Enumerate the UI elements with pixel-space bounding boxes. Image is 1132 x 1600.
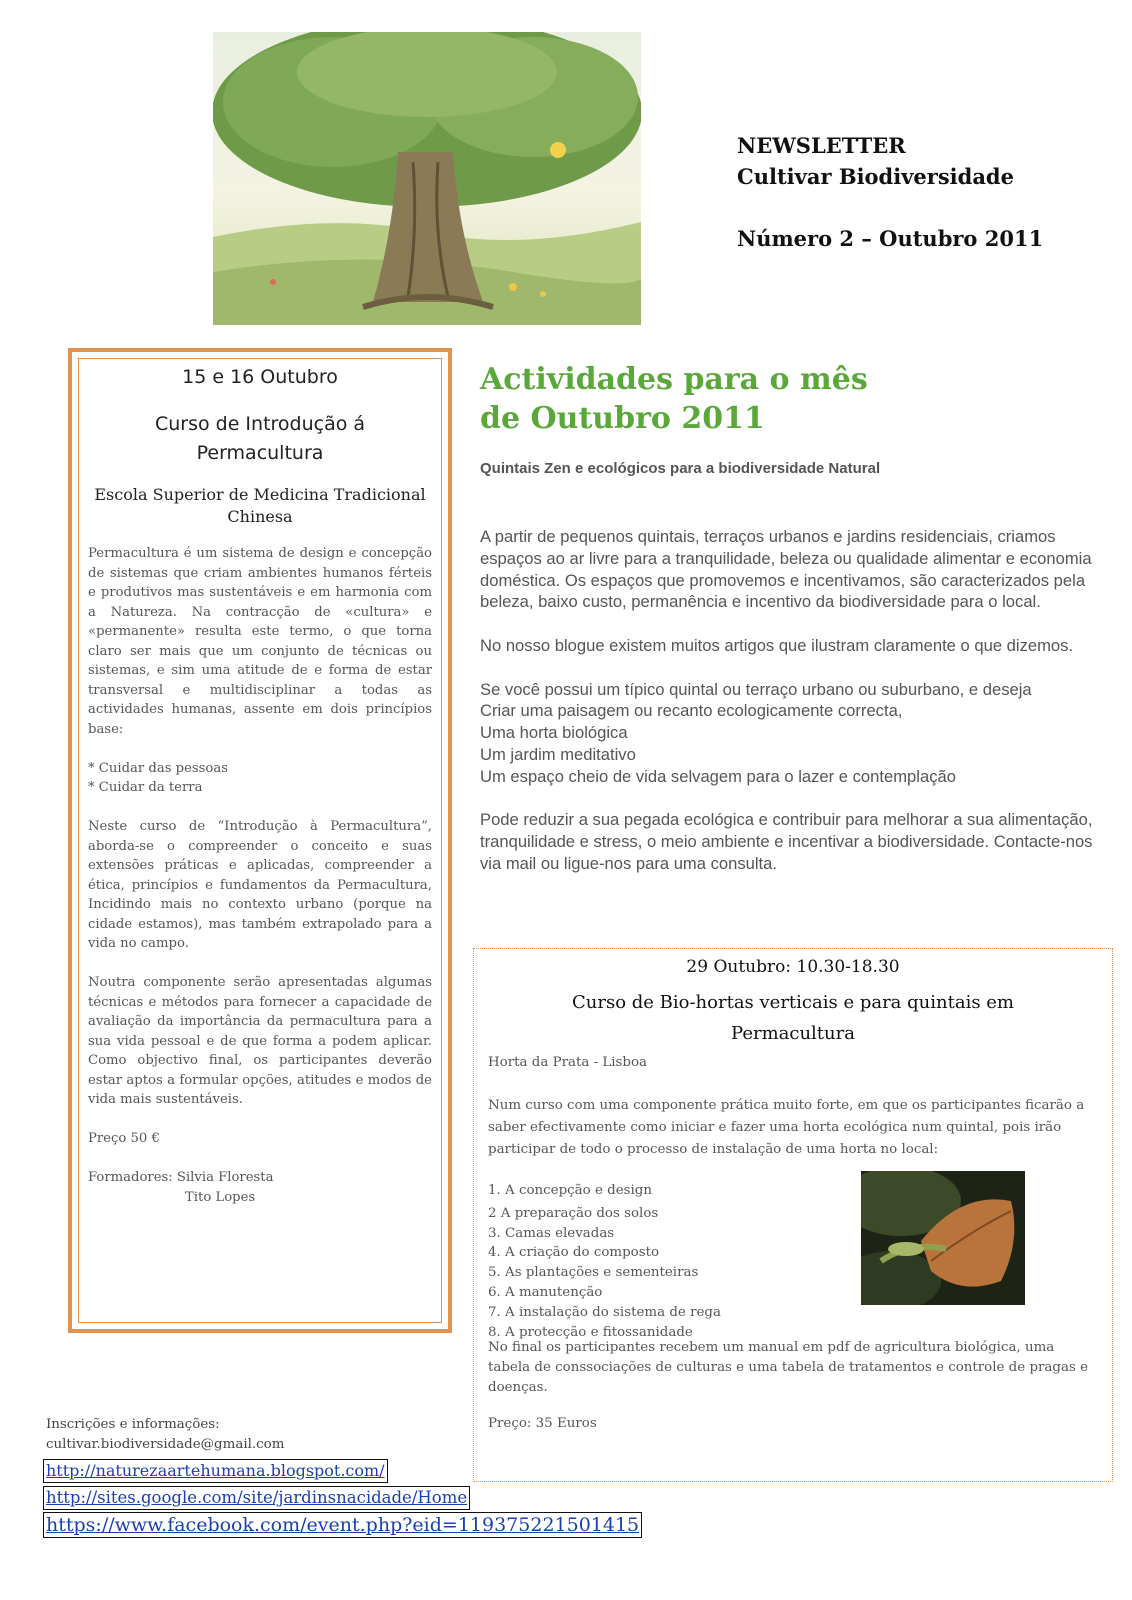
activities-title <box>480 360 868 438</box>
permaculture-course-box <box>68 348 452 1333</box>
intro-line: Um espaço cheio de vida selvagem para o lazer e contemplação <box>480 766 956 786</box>
course-text: Neste curso de “Introdução à Permacultura”, aborda-se o compreender o conceito e suas extensões práticas e aplicadas, compreender a ética, princípios e fundamentos da Permacultura, Incidindo mais no contexto urbano (porque na cidade estamos), mas também extrapolado para a vida no campo. <box>88 819 432 951</box>
biohortas-price: Preço: 35 Euros <box>488 1416 597 1431</box>
trainers-label: Formadores: Silvia Floresta <box>88 1170 274 1185</box>
trainer-name: Tito Lopes <box>185 1189 256 1205</box>
course-date: 15 e 16 Outubro <box>182 366 338 388</box>
intro-paragraph: A partir de pequenos quintais, terraços urbanos e jardins residenciais, criamos espaços ao ar livre para a tranquilidade, beleza ou qualidade alimentar e economia doméstica. Os espaços que promovemos e incentivamos, são caracterizados pela beleza, baixo custo, permanência e incentivo da biodiversidade para o local. <box>480 527 1092 612</box>
step-item: 5. As plantações e sementeiras <box>488 1265 699 1281</box>
newsletter-label: NEWSLETTER <box>737 133 906 158</box>
biohortas-description: Num curso com uma componente prática muito forte, em que os participantes ficarão a saber efectivamente como iniciar e fazer uma horta ecológica num quintal, pois irão participar de todo o processo de instalação de uma horta no local: <box>488 1098 1085 1157</box>
step-item: 8. A protecção e fitossanidade <box>488 1324 693 1340</box>
permaculture-intro: Permacultura é um sistema de design e concepção de sistemas que criam ambientes humanos férteis e produtivos mas sustentáveis e em harmonia com a Natureza. Na contracção de «cultura» e «permanente» resulta este termo, o que torna claro ser mais que um conjunto de técnicas ou sistemas, e sim uma atitude de e forma de estar transversal e multidisciplinar a todas as actividades humanas, assente em dois princípios base: <box>88 546 432 737</box>
activities-title-line: Actividades para o mês <box>480 362 868 397</box>
biohortas-title: Curso de Bio-hortas verticais e para quintais em Permacultura <box>571 992 1015 1044</box>
contact-info <box>46 1415 284 1455</box>
intro-line: Um jardim meditativo <box>480 744 636 764</box>
contact-email[interactable]: cultivar.biodiversidade@gmail.com <box>46 1437 285 1452</box>
intro-paragraph: No nosso blogue existem muitos artigos que ilustram claramente o que dizemos. <box>480 635 1074 655</box>
principle-item: * Cuidar da terra <box>88 780 203 795</box>
step-item: 7. A instalação do sistema de rega <box>488 1304 721 1320</box>
intro-paragraph: Pode reduzir a sua pegada ecológica e contribuir para melhorar a sua alimentação, tranquilidade e stress, o meio ambiente e incentivar a biodiversidade. Contacte-nos via mail ou ligue-nos para uma consulta. <box>480 810 1093 873</box>
newsletter-masthead <box>737 130 1043 254</box>
step-item: 2 A preparação dos solos <box>488 1205 659 1221</box>
activities-title-line: de Outubro 2011 <box>480 401 765 436</box>
intro-line: Uma horta biológica <box>480 723 628 743</box>
intro-line: Criar uma paisagem ou recanto ecologicamente correcta, <box>480 701 903 721</box>
intro-line: Se você possui um típico quintal ou terraço urbano ou suburbano, e deseja <box>480 679 1032 699</box>
google-sites-link[interactable]: http://sites.google.com/site/jardinsnacidade/Home <box>43 1486 470 1510</box>
biohortas-final-note: No final os participantes recebem um manual em pdf de agricultura biológica, uma tabela de conssociações de culturas e uma tabela de tratamentos e controle de pragas e doenças. <box>488 1340 1089 1395</box>
biohortas-steps <box>488 1181 721 1342</box>
step-item: 3. Camas elevadas <box>488 1225 615 1241</box>
step-item: 1. A concepção e design <box>488 1183 652 1198</box>
step-item: 6. A manutenção <box>488 1284 603 1300</box>
step-item: 4. A criação do composto <box>488 1245 660 1261</box>
course-price: Preço 50 € <box>88 1131 160 1146</box>
facebook-event-link[interactable]: https://www.facebook.com/event.php?eid=119375221501415 <box>43 1512 642 1538</box>
newsletter-name: Cultivar Biodiversidade <box>737 164 1014 189</box>
contact-label: Inscrições e informações: <box>46 1417 220 1432</box>
biohortas-date: 29 Outubro: 10.30-18.30 <box>686 957 900 977</box>
course-school: Escola Superior de Medicina Tradicional Chinesa <box>94 485 426 526</box>
course-description <box>88 544 432 1207</box>
tree-illustration <box>213 32 641 325</box>
leaf-photo <box>861 1171 1025 1305</box>
blog-link[interactable]: http://naturezaartehumana.blogspot.com/ <box>43 1459 388 1483</box>
component-text: Noutra componente serão apresentadas algumas técnicas e métodos para fornecer a capacidade de avaliação da importância da permacultura para a sua vida pessoal e de que forma a podem aplicar. Como objectivo final, os participantes deverão estar aptos a formular opções, atitudes e modos de vida mais sustentáveis. <box>88 975 432 1107</box>
biohortas-place: Horta da Prata - Lisboa <box>488 1055 648 1070</box>
activities-intro <box>480 526 1100 875</box>
issue-number: Número 2 – Outubro 2011 <box>737 226 1044 251</box>
principle-item: * Cuidar das pessoas <box>88 760 229 776</box>
course-title: Curso de Introdução á Permacultura <box>154 413 366 464</box>
biohortas-course-box <box>473 948 1113 1482</box>
activities-subtitle: Quintais Zen e ecológicos para a biodiversidade Natural <box>480 460 881 477</box>
